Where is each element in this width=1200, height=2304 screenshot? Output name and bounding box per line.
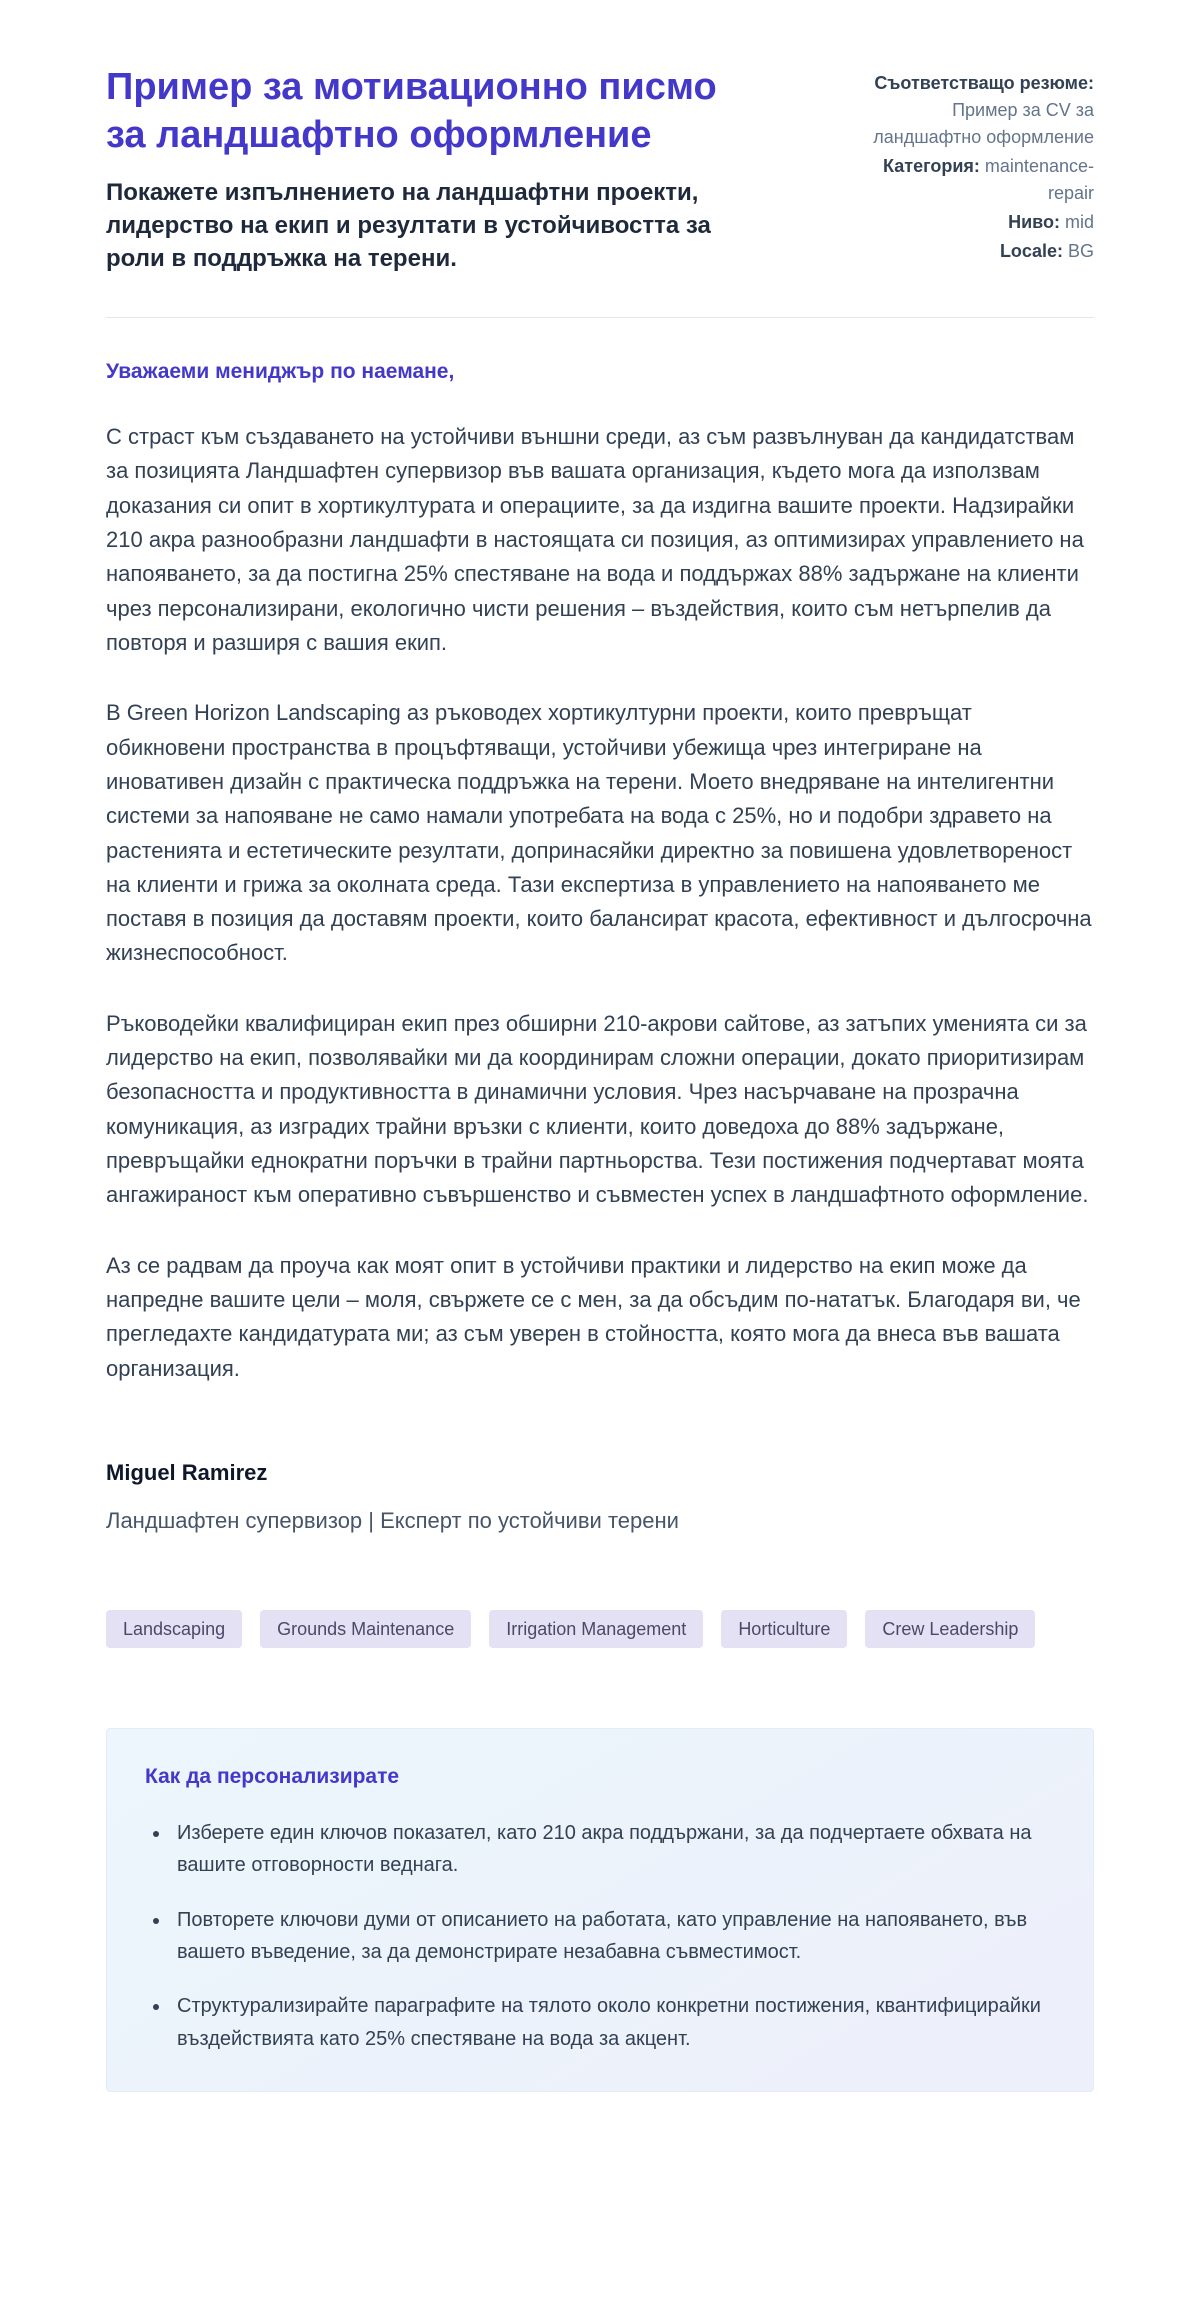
meta-row-category bbox=[844, 153, 1094, 207]
letter-body bbox=[106, 360, 1094, 1534]
tips-title: Как да персонализирате bbox=[145, 1764, 400, 1788]
header-title-block bbox=[106, 64, 746, 275]
letter-paragraph: Аз се радвам да проуча как моят опит в устойчиви практики и лидерство на екип може да напредне вашите цели – моля, свържете се с мен, за да обсъдим по-нататък. Благодаря ви, че прегледахте кандидатурата ми; аз съм уверен в стойността, която мога да внеса във вашата организация. bbox=[106, 1252, 1081, 1381]
letter-paragraph: Ръководейки квалифициран екип през обширни 210-акрови сайтове, аз затъпих уменията си за лидерство на екип, позволявайки ми да координирам сложни операции, докато приоритизирам безопасността и продуктивността в динамични условия. Чрез насърчаване на прозрачна комуникация, аз изградих трайни връзки с клиенти, които доведоха до 88% задържане, превръщайки еднократни поръчки в трайни партньорства. Тези постижения подчертават моята ангажираност към оперативно съвършенство и съвместен успех в ландшафтното оформление. bbox=[106, 1010, 1089, 1208]
page-title: Пример за мотивационно писмо за ландшафтно оформление bbox=[106, 66, 717, 156]
meta-level-value: mid bbox=[1064, 212, 1094, 232]
tip-item: • Структурализирайте параграфите на тялото около конкретни постижения, квантифицирайки въздействията като 25% спестяване на вода за акцент. bbox=[171, 1990, 1055, 2055]
letter-paragraph: С страст към създаването на устойчиви външни среди, аз съм развълнуван да кандидатствам за позицията Ландшафтен супервизор във вашата организация, където мога да използвам доказания си опит в хортикултурата и операциите, за да издигна вашите проекти. Надзирайки 210 акра разнообразни ландшафти в настоящата си позиция, аз оптимизирах управлението на напояването, за да постигна 25% спестяване на вода и поддържах 88% задържане на клиенти чрез персонализирани, екологично чисти решения – въздействия, които съм нетърпелив да повторя и разширя с вашия екип. bbox=[106, 424, 1084, 655]
tips-list bbox=[145, 1817, 1055, 2055]
tag-chip[interactable]: Grounds Maintenance bbox=[260, 1610, 471, 1648]
tip-item: • Изберете един ключов показател, като 210 акра поддържани, за да подчертаете обхвата на вашите отговорности веднага. bbox=[171, 1817, 1055, 1882]
tips-box bbox=[106, 1728, 1094, 2092]
tag-chip[interactable]: Irrigation Management bbox=[489, 1610, 703, 1648]
page-subtitle: Покажете изпълнението на ландшафтни проекти, лидерство на екип и резултати в устойчивостта за роли в поддръжка на терени. bbox=[106, 178, 711, 272]
page-header bbox=[106, 64, 1094, 275]
meta-locale-label: Locale: bbox=[999, 241, 1063, 261]
meta-row-resume bbox=[844, 70, 1094, 151]
letter-greeting: Уважаеми мениджър по наемане, bbox=[106, 360, 455, 384]
letter-paragraph: В Green Horizon Landscaping аз ръководех хортикултурни проекти, които превръщат обикновени пространства в процъфтяващи, устойчиви убежища чрез интегриране на иновативен дизайн с практическа поддръжка на терени. Моето внедряване на интелигентни системи за напояване не само намали употребата на вода с 25%, но и подобри здравето на растенията и естетическите резултати, допринасяйки директно за повишена удовлетвореност на клиенти и грижа за околната среда. Тази експертиза в управлението на напояването ме поставя в позиция да доставям проекти, които балансират красота, ефективност и дългосрочна жизнеспособност. bbox=[106, 700, 1092, 966]
tag-chip[interactable]: Landscaping bbox=[106, 1610, 242, 1648]
meta-category-value: maintenance-repair bbox=[984, 156, 1094, 203]
meta-panel bbox=[844, 64, 1094, 267]
meta-row-level bbox=[844, 209, 1094, 236]
meta-resume-label: Съответстващо резюме: bbox=[874, 73, 1094, 93]
meta-locale-value: BG bbox=[1067, 241, 1094, 261]
meta-row-locale bbox=[844, 238, 1094, 265]
signature-name: Miguel Ramirez bbox=[106, 1459, 268, 1485]
tag-chip[interactable]: Horticulture bbox=[721, 1610, 847, 1648]
tag-chip[interactable]: Crew Leadership bbox=[865, 1610, 1035, 1648]
signature-title: Ландшафтен супервизор | Експерт по устойчиви терени bbox=[106, 1507, 679, 1533]
meta-category-label: Категория: bbox=[883, 156, 980, 176]
meta-level-label: Ниво: bbox=[1008, 212, 1060, 232]
tip-item: • Повторете ключови думи от описанието на работата, като управление на напояването, във вашето въведение, за да демонстрирате незабавна съвместимост. bbox=[171, 1904, 1055, 1969]
header-divider bbox=[106, 317, 1094, 318]
meta-resume-value: Пример за CV за ландшафтно оформление bbox=[873, 100, 1094, 147]
skill-tags bbox=[106, 1610, 1094, 1648]
